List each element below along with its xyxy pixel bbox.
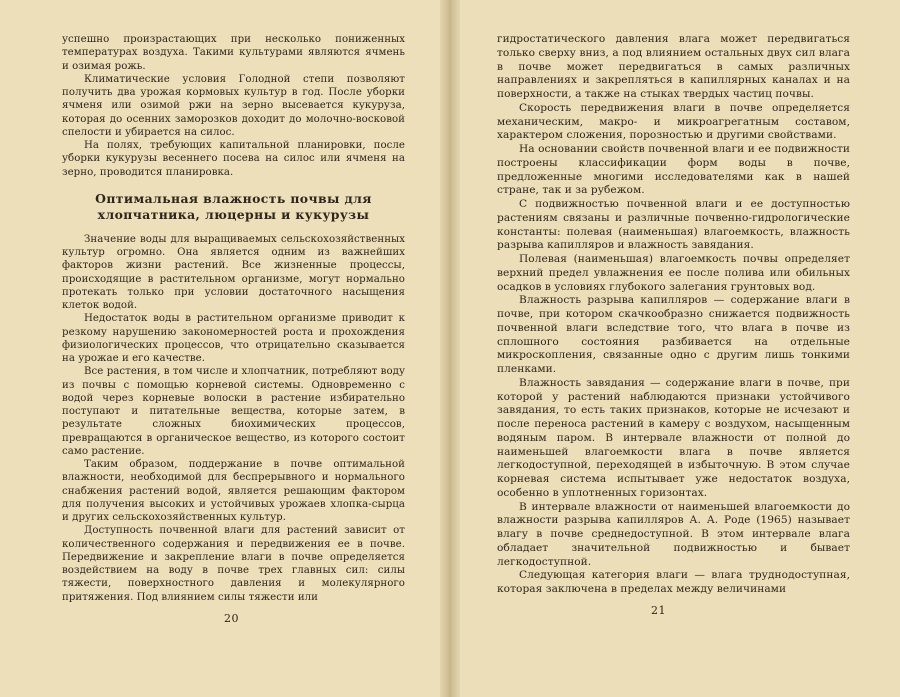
paragraph: Следующая категория влаги — влага труднодоступная, которая заключена в пределах между величинами (497, 569, 850, 595)
paragraph: Скорость передвижения влаги в почве определяется механическим, макро- и микроагрегатным составом, характером сложения, порозностью и другими свойствами. (497, 101, 850, 142)
section-heading: Оптимальная влажность почвы для хлопчатника, люцерны и кукурузы (95, 190, 372, 222)
paragraph: Значение воды для выращиваемых сельскохозяйственных культур огромно. Она является одним из важнейших факторов жизни растений. Все жизненные процессы, происходящие в растительном организме, могут нормально протекать только при условии достаточного насыщения клеток водой. (62, 233, 405, 311)
paragraph: Климатические условия Голодной степи позволяют получить два урожая кормовых культур в год. После уборки ячменя или озимой ржи на зерно высевается кукуруза, которая до осенних заморозков доходит до молочно-восковой спелости и убирается на силос. (62, 73, 405, 138)
book-gutter (440, 0, 460, 697)
paragraph: С подвижностью почвенной влаги и ее доступностью растениям связаны и различные почвенно-гидрологические константы: полевая (наименьшая) влагоемкость, влажность разрыва капилляров и влажность завядания. (497, 198, 850, 252)
paragraph: Влажность завядания — содержание влаги в почве, при которой у растений наблюдаются признаки устойчивого завядания, то есть таких признаков, которые не исчезают и после переноса растений в камеру с воздухом, насыщенным водяным паром. В интервале влажности от полной до наименьшей влагоемкости влага в почве является легкодоступной, переходящей в избыточную. В этом случае корневая система испытывает уже недостаток воздуха, особенно в уплотненных горизонтах. (497, 376, 850, 499)
paragraph: На основании свойств почвенной влаги и ее подвижности построены классификации форм воды в почве, предложенные многими исследователями как в нашей стране, так и за рубежом. (497, 143, 850, 197)
paragraph: Влажность разрыва капилляров — содержание влаги в почве, при котором скачкообразно снижается подвижность почвенной влаги вследствие того, что влага в почве из сплошного состояния разбивается на отдельные микроскопления, связанные одно с другим лишь тонкими пленками. (497, 294, 850, 375)
right-page-text (497, 33, 850, 597)
paragraph: Таким образом, поддержание в почве оптимальной влажности, необходимой для беспрерывного и нормального снабжения растений водой, является решающим фактором для получения высоких и устойчивых урожаев хлопка-сырца и других сельскохозяйственных культур. (62, 459, 405, 523)
left-page (0, 0, 448, 697)
paragraph: В интервале влажности от наименьшей влагоемкости до влажности разрыва капилляров А. А. Роде (1965) называет влагу в почве среднедоступной. В этом интервале влага обладает значительной подвижностью и бывает легкодоступной. (497, 500, 850, 568)
page-number: 20 (224, 612, 239, 625)
paragraph: Все растения, в том числе и хлопчатник, потребляют воду из почвы с помощью корневой системы. Одновременно с водой через корневые волоски в растение избирательно поступают и питательные вещества, которые затем, в результате сложных биохимических процессов, превращаются в органическое вещество, из которого состоит само растение. (62, 366, 405, 457)
paragraph: Доступность почвенной влаги для растений зависит от количественного содержания и передвижения ее в почве. Передвижение и закрепление влаги в почве определяется воздействием на воду в почве трех главных сил: силы тяжести, поверхностного давления и молекулярного притяжения. Под влиянием силы тяжести или (62, 525, 405, 603)
paragraph: гидростатического давления влага может передвигаться только сверху вниз, а под влиянием остальных двух сил влага в почве может передвигаться в самых различных направлениях и закрепляться в капиллярных каналах и на поверхности, а также на стыках твердых частиц почвы. (497, 33, 850, 100)
left-page-text (62, 33, 405, 604)
page-number: 21 (651, 604, 666, 617)
right-page (452, 0, 900, 697)
paragraph: Недостаток воды в растительном организме приводит к резкому нарушению закономерностей роста и прохождения физиологических процессов, что отрицательно сказывается на урожае и его качестве. (62, 313, 405, 364)
paragraph: успешно произрастающих при несколько пониженных температурах воздуха. Такими культурами являются ячмень и озимая рожь. (62, 34, 405, 72)
paragraph: Полевая (наименьшая) влагоемкость почвы определяет верхний предел увлажнения ее после полива или обильных осадков в условиях глубокого залегания грунтовых вод. (497, 253, 850, 293)
paragraph: На полях, требующих капитальной планировки, после уборки кукурузы весеннего посева на силос или ячменя на зерно, проводится планировка. (62, 140, 405, 178)
